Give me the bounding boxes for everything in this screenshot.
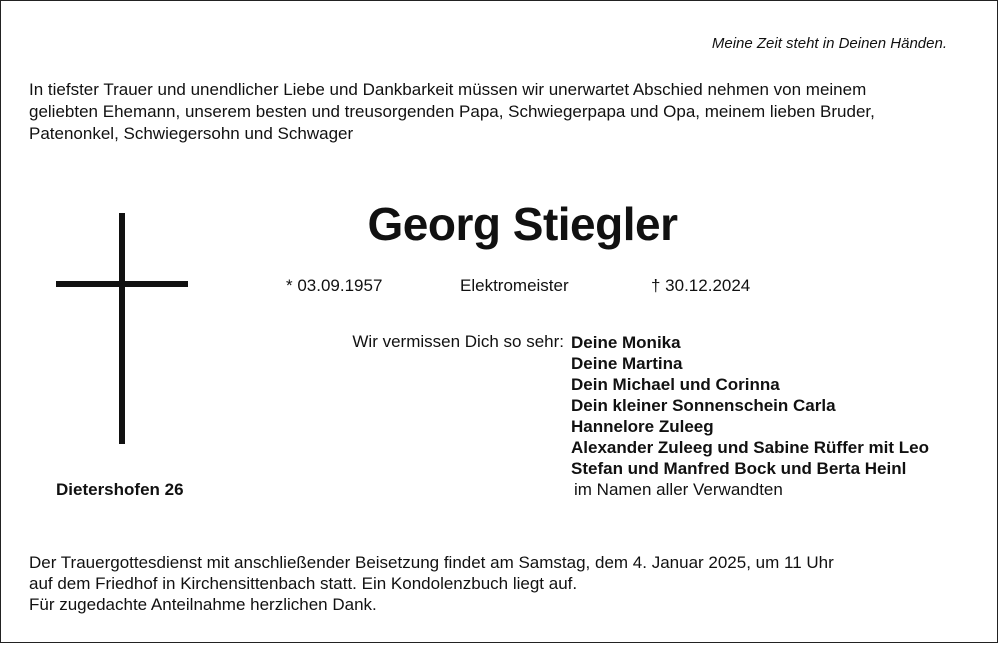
mourner-item: Hannelore Zuleeg — [571, 417, 714, 436]
mourners-list — [571, 332, 929, 479]
mourner-item: Stefan und Manfred Bock und Berta Heinl — [571, 459, 907, 478]
mourner-item: Deine Monika — [571, 333, 681, 352]
intro-line: Patenonkel, Schwiegersohn und Schwager — [29, 124, 354, 143]
relatives-note: im Namen aller Verwandten — [574, 480, 783, 499]
mourner-item: Alexander Zuleeg und Sabine Rüffer mit Leo — [571, 438, 929, 457]
mourner-item: Dein Michael und Corinna — [571, 375, 780, 394]
intro-paragraph — [29, 79, 979, 145]
intro-line: geliebten Ehemann, unserem besten und treusorgenden Papa, Schwiegerpapa und Opa, meinem lieben Bruder, — [29, 102, 875, 121]
mourner-item: Deine Martina — [571, 354, 683, 373]
intro-line: In tiefster Trauer und unendlicher Liebe und Dankbarkeit müssen wir unerwartet Abschied nehmen von meinem — [29, 80, 867, 99]
motto-text: Meine Zeit steht in Deinen Händen. — [711, 35, 947, 52]
cross-horizontal-bar — [56, 281, 188, 287]
birth-date: * 03.09.1957 — [286, 276, 383, 295]
deceased-name: Georg Stiegler — [367, 198, 678, 250]
service-line: auf dem Friedhof in Kirchensittenbach statt. Ein Kondolenzbuch liegt auf. — [29, 574, 578, 593]
profession: Elektromeister — [460, 276, 569, 295]
service-info — [29, 552, 834, 615]
service-line: Der Trauergottesdienst mit anschließender Beisetzung findet am Samstag, dem 4. Januar 2025, um 11 Uhr — [29, 553, 834, 572]
service-line: Für zugedachte Anteilnahme herzlichen Dank. — [29, 595, 377, 614]
mourner-item: Dein kleiner Sonnenschein Carla — [571, 396, 836, 415]
address: Dietershofen 26 — [56, 480, 184, 499]
death-date: † 30.12.2024 — [651, 276, 751, 295]
mourning-label: Wir vermissen Dich so sehr: — [352, 332, 564, 351]
